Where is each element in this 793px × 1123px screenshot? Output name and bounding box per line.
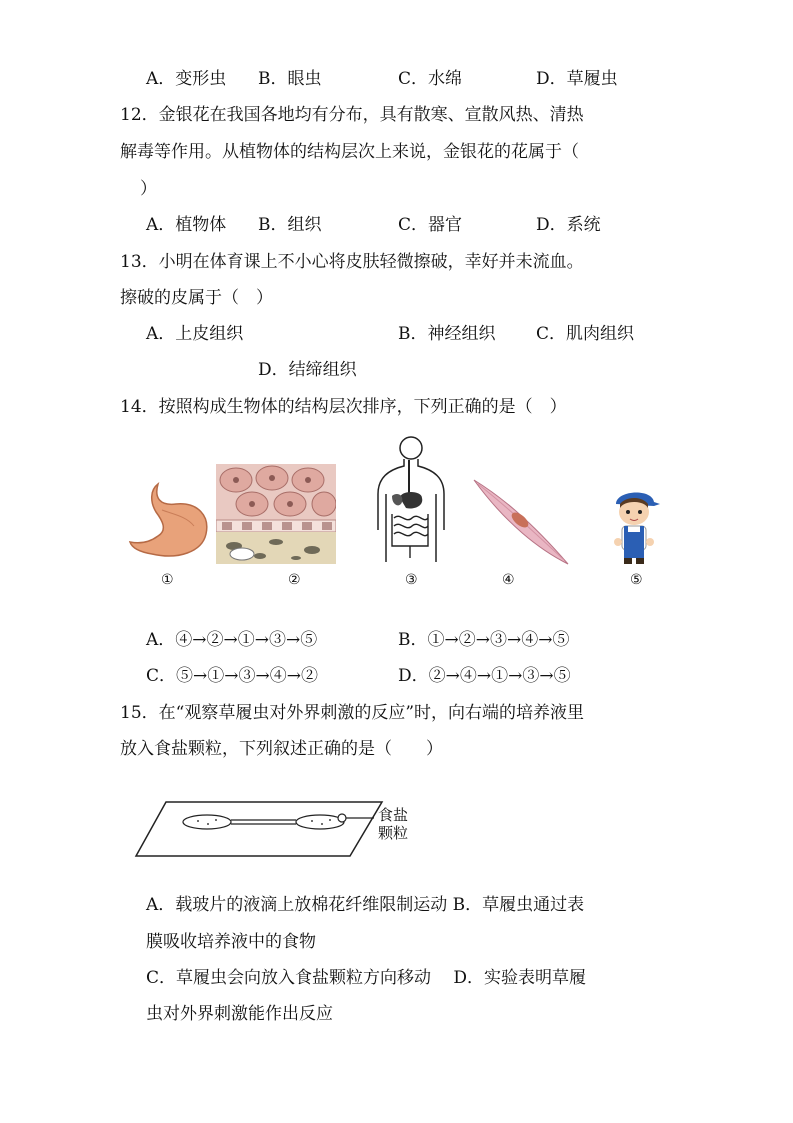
figure-label-1: ① [161,572,174,588]
q14-option-d: D．②→④→①→③→⑤ [398,666,571,686]
slide-illustration [134,800,384,860]
q11-option-c: C．水绵 [398,69,463,89]
q13-stem-line1: 13．小明在体育课上不小心将皮肤轻微擦破，幸好并未流血。 [120,252,584,272]
salt-label-line2: 颗粒 [378,824,409,842]
q14-option-c: C．⑤→①→③→④→② [146,666,318,686]
stomach-illustration [128,480,210,560]
q15-stem-line1: 15．在“观察草履虫对外界刺激的反应”时，向右端的培养液里 [120,703,585,723]
q13-option-c: C．肌肉组织 [536,324,635,344]
person-illustration [608,486,662,568]
q14-stem: 14．按照构成生物体的结构层次排序，下列正确的是（ ） [120,397,567,417]
salt-label-line1: 食盐 [378,806,409,824]
q13-option-b: B．神经组织 [398,324,496,344]
q12-stem-line2: 解毒等作用。从植物体的结构层次上来说，金银花的花属于（ [120,142,579,162]
q11-option-d: D．草履虫 [536,69,618,89]
q12-option-a: A．植物体 [146,215,227,235]
q12-stem-line3: ） [140,179,157,199]
q14-option-a: A．④→②→①→③→⑤ [146,630,318,650]
q13-stem-line2: 擦破的皮属于（ ） [120,288,273,308]
q14-option-b: B．①→②→③→④→⑤ [398,630,570,650]
digestive-system-illustration [370,434,452,564]
figure-label-2: ② [288,572,301,588]
q13-option-d: D．结缔组织 [258,360,357,380]
q12-option-c: C．器官 [398,215,463,235]
q11-option-b: B．眼虫 [258,69,322,89]
muscle-cell-illustration [470,476,572,568]
q15-option-b-line2: 膜吸收培养液中的食物 [146,932,316,952]
q13-option-a: A．上皮组织 [146,324,244,344]
tissue-illustration [216,464,336,564]
q12-option-d: D．系统 [536,215,601,235]
q15-stem-line2: 放入食盐颗粒，下列叙述正确的是（ ） [120,739,443,759]
q12-stem-line1: 12．金银花在我国各地均有分布，具有散寒、宣散风热、清热 [120,105,584,125]
figure-label-5: ⑤ [630,572,643,588]
q11-option-a: A．变形虫 [146,69,227,89]
q15-option-cd-line1: C．草履虫会向放入食盐颗粒方向移动 D．实验表明草履 [146,968,587,988]
figure-label-3: ③ [405,572,418,588]
figure-label-4: ④ [502,572,515,588]
q12-option-b: B．组织 [258,215,322,235]
q15-option-ab-line1: A．载玻片的液滴上放棉花纤维限制运动 B．草履虫通过表 [146,895,585,915]
q15-option-d-line2: 虫对外界刺激能作出反应 [146,1004,333,1024]
